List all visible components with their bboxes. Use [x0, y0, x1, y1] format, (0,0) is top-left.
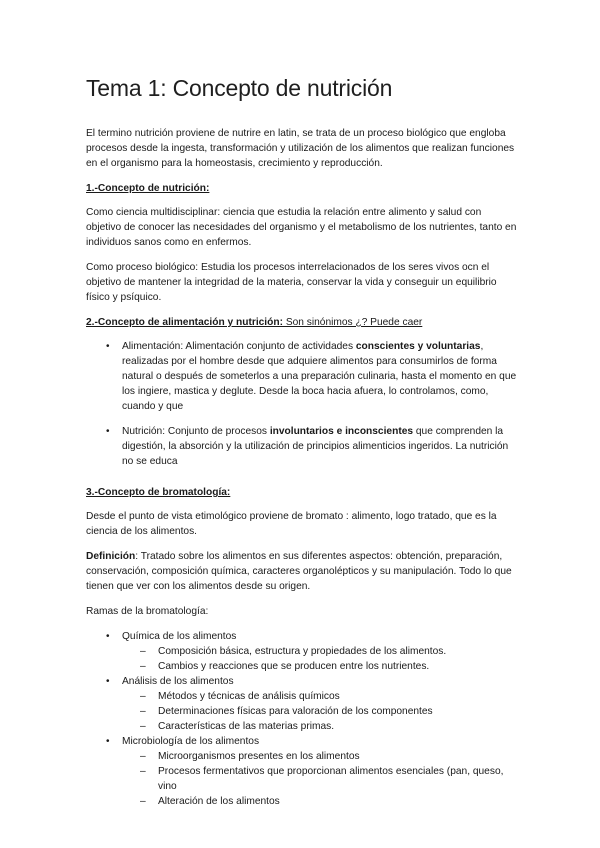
section-1-paragraph-1: Como ciencia multidisciplinar: ciencia que estudia la relación entre alimento y salud con objetivo de conocer las necesidades del organismo y el metabolismo de los nutrientes, tanto en individuos sanos como en enfermos. — [86, 207, 517, 248]
branch-name: Química de los alimentos — [122, 631, 237, 642]
section-1-heading: 1.-Concepto de nutrición: — [86, 183, 210, 194]
sub-list-item: – Composición básica, estructura y propiedades de los alimentos. — [158, 644, 518, 659]
alimentacion-text-2: , realizadas por el hombre desde que adquiere alimentos para consumirlos de forma natural o después de someterlos a una preparación culinaria, hasta el momento en que los ingiere, mastica y deglute. Desde la boca hacia afuera, lo controlamos, como, cuando y que — [122, 341, 517, 412]
definition-label: Definición — [86, 551, 136, 562]
section-1-paragraph-2: Como proceso biológico: Estudia los procesos interrelacionados de los seres vivos ocn el objetivo de mantener la integridad de la materia, conservar la vida y conseguir un equilibrio físico y psíquico. — [86, 262, 497, 303]
ramas-label: Ramas de la bromatología: — [86, 606, 209, 617]
branches-list — [86, 629, 518, 809]
list-item-alimentacion — [122, 339, 518, 414]
list-item-branch — [122, 734, 518, 809]
list-item-branch — [122, 629, 518, 674]
section-2-heading-text: 2.-Concepto de alimentación y nutrición: — [86, 317, 283, 328]
sub-list-item: – Características de las materias primas. — [158, 719, 518, 734]
section-2-list — [86, 339, 518, 469]
list-item-nutricion — [122, 424, 518, 469]
section-2-heading-tail: Son sinónimos ¿? Puede caer — [282, 317, 423, 328]
intro-paragraph: El termino nutrición proviene de nutrire en latin, se trata de un proceso biológico que engloba procesos desde la ingesta, transformación y utilización de los alimentos que realizan funciones en el organismo para la homeostasis, crecimiento y reproducción. — [86, 128, 515, 169]
definition-paragraph — [86, 549, 518, 594]
sub-list-item: – Microorganismos presentes en los alimentos — [158, 749, 518, 764]
branch-sublist — [122, 749, 518, 809]
document-body — [86, 126, 518, 817]
sub-list-item: – Determinaciones físicas para valoración de los componentes — [158, 704, 518, 719]
nutricion-text-1: Nutrición: Conjunto de procesos — [122, 426, 270, 437]
branch-sublist — [122, 644, 518, 674]
alimentacion-text-1: Alimentación: Alimentación conjunto de actividades — [122, 341, 356, 352]
sub-list-item: – Métodos y técnicas de análisis químicos — [158, 689, 518, 704]
page-title: Tema 1: Concepto de nutrición — [86, 75, 393, 101]
section-2-heading — [86, 315, 518, 330]
sub-list-item: – Alteración de los alimentos — [158, 794, 518, 809]
alimentacion-bold: conscientes y voluntarias — [355, 341, 481, 352]
section-3-paragraph-1: Desde el punto de vista etimológico proviene de bromato : alimento, logo tratado, que es la ciencia de los alimentos. — [86, 511, 497, 537]
definition-text: : Tratado sobre los alimentos en sus diferentes aspectos: obtención, preparación, conservación, composición química, caracteres organolépticos y su manipulación. Todo lo que tienen que ver con los alimentos desde su origen. — [86, 551, 512, 592]
nutricion-bold: involuntarios e inconscientes — [269, 426, 414, 437]
branch-name: Análisis de los alimentos — [122, 676, 234, 687]
branch-sublist — [122, 689, 518, 734]
sub-list-item: – Cambios y reacciones que se producen entre los nutrientes. — [158, 659, 518, 674]
branch-name: Microbiología de los alimentos — [122, 736, 260, 747]
nutricion-text-2: que comprenden la digestión, la absorción y la utilización de principios alimenticios ingeridos. La nutrición no se educa — [122, 426, 509, 467]
section-3-heading: 3.-Concepto de bromatología: — [86, 487, 231, 498]
sub-list-item: – Procesos fermentativos que proporcionan alimentos esenciales (pan, queso, vino — [158, 764, 518, 794]
list-item-branch — [122, 674, 518, 734]
